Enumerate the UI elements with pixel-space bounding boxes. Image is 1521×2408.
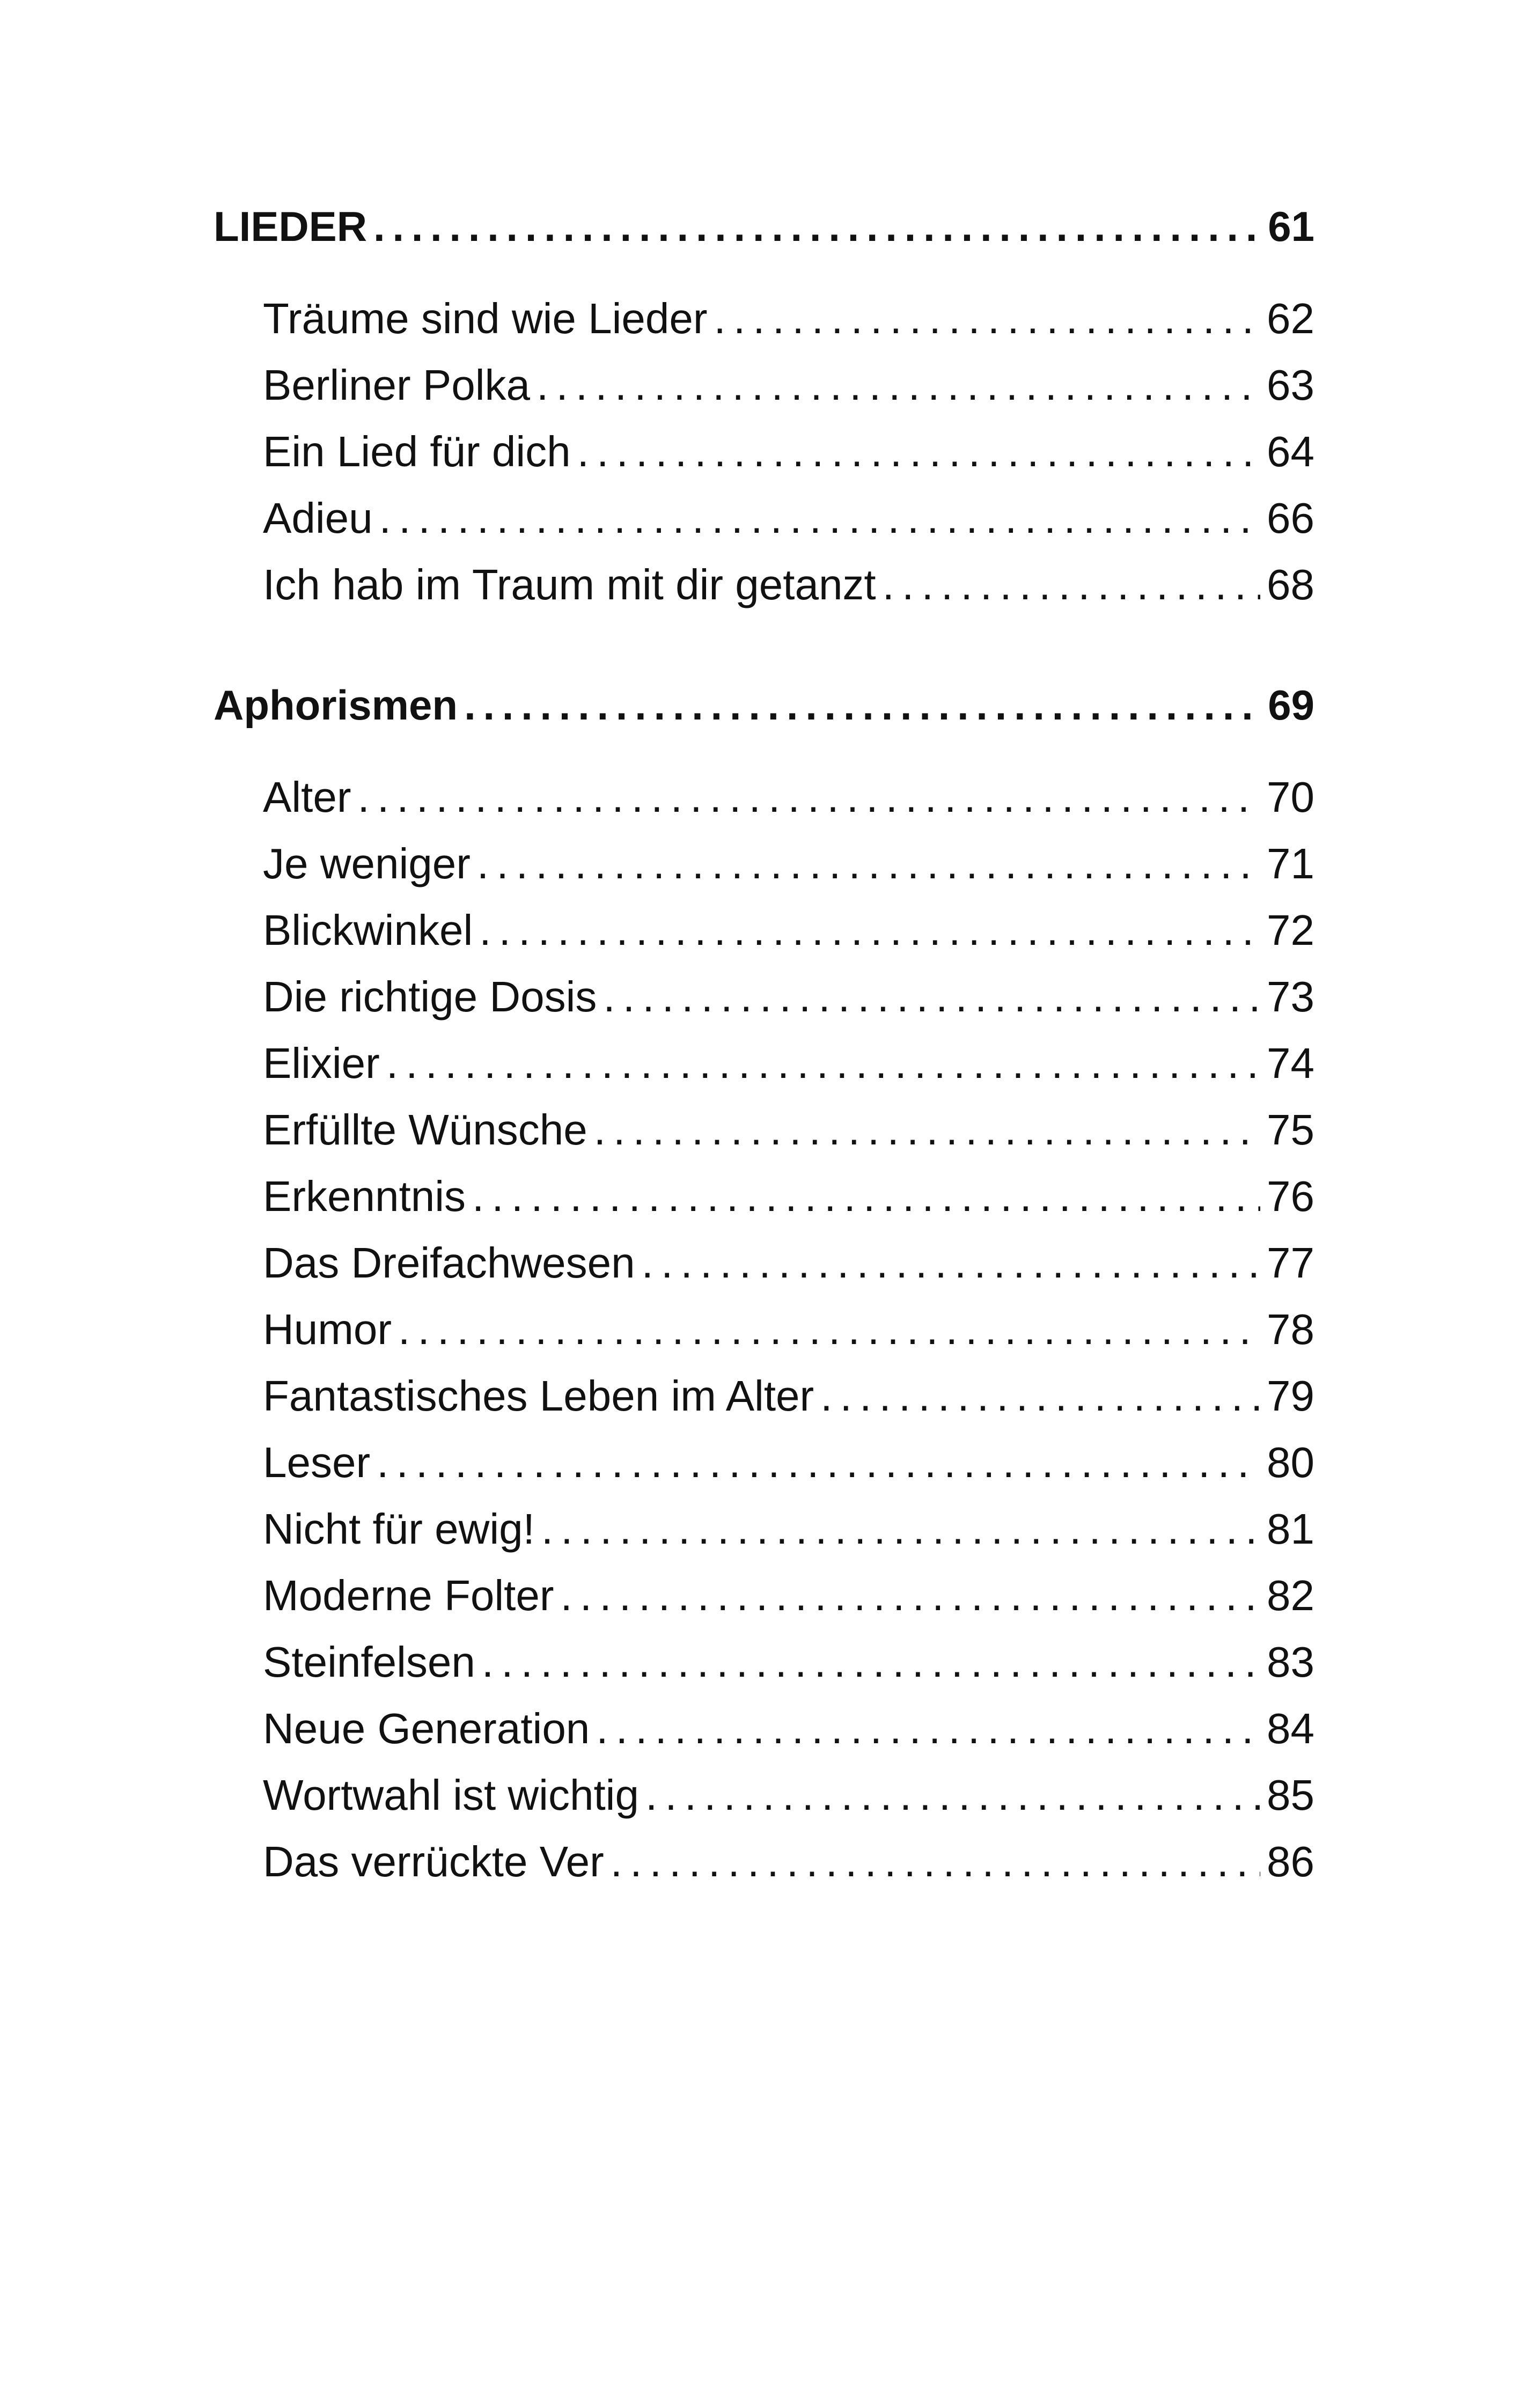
dot-leader: [379, 485, 1260, 552]
toc-entry[interactable]: [263, 419, 1314, 485]
entry-page-number: 75: [1267, 1106, 1314, 1154]
dot-leader: [883, 552, 1260, 618]
dot-leader: [603, 964, 1260, 1030]
toc-section-heading[interactable]: [214, 193, 1314, 260]
dot-leader: [377, 1429, 1260, 1496]
entry-title: Neue Generation: [263, 1705, 590, 1752]
dot-leader: [577, 419, 1260, 485]
entry-page-number: 86: [1267, 1838, 1314, 1885]
dot-leader: [537, 352, 1260, 419]
entry-title: Träume sind wie Lieder: [263, 295, 708, 342]
entry-title: Je weniger: [263, 840, 471, 887]
entry-title: Moderne Folter: [263, 1572, 554, 1619]
dot-leader: [642, 1230, 1260, 1296]
toc-entry[interactable]: [263, 1429, 1314, 1496]
toc-entry[interactable]: [263, 1829, 1314, 1895]
dot-leader: [358, 764, 1261, 831]
dot-leader: [373, 193, 1261, 260]
entry-page-number: 84: [1267, 1705, 1314, 1752]
entry-title: Erkenntnis: [263, 1172, 466, 1220]
dot-leader: [479, 897, 1260, 964]
dot-leader: [477, 831, 1260, 897]
entry-title: Erfüllte Wünsche: [263, 1106, 587, 1154]
entry-title: Das Dreifachwesen: [263, 1239, 635, 1287]
entry-title: Das verrückte Ver: [263, 1838, 604, 1885]
section-spacer: [214, 738, 1314, 764]
toc-entry[interactable]: [263, 964, 1314, 1030]
dot-leader: [472, 1163, 1260, 1230]
entry-page-number: 68: [1267, 561, 1314, 608]
dot-leader: [541, 1496, 1260, 1562]
entry-page-number: 78: [1267, 1305, 1314, 1353]
entry-title: Fantastisches Leben im Alter: [263, 1372, 814, 1420]
entry-title: Blickwinkel: [263, 906, 473, 954]
entry-page-number: 70: [1267, 773, 1314, 821]
entry-title: Elixier: [263, 1039, 380, 1087]
dot-leader: [464, 672, 1261, 738]
entry-title: Adieu: [263, 494, 373, 542]
toc-entry[interactable]: [263, 485, 1314, 552]
entry-page-number: 77: [1267, 1239, 1314, 1287]
entry-page-number: 79: [1267, 1372, 1314, 1420]
entry-page-number: 64: [1267, 428, 1314, 475]
toc-entry[interactable]: [263, 1562, 1314, 1629]
entry-page-number: 72: [1267, 906, 1314, 954]
toc-entry[interactable]: [263, 764, 1314, 831]
entry-page-number: 85: [1267, 1771, 1314, 1819]
dot-leader: [596, 1695, 1260, 1762]
toc-entry[interactable]: [263, 1097, 1314, 1163]
toc-entry[interactable]: [263, 1762, 1314, 1829]
toc-entry[interactable]: [263, 1163, 1314, 1230]
dot-leader: [611, 1829, 1260, 1895]
toc-entry[interactable]: [263, 1030, 1314, 1097]
toc-entry[interactable]: [263, 1363, 1314, 1429]
dot-leader: [645, 1762, 1260, 1829]
entry-title: Wortwahl ist wichtig: [263, 1771, 639, 1819]
dot-leader: [482, 1629, 1260, 1695]
section-title: Aphorismen: [214, 681, 458, 729]
toc-entry[interactable]: [263, 1296, 1314, 1363]
entry-page-number: 83: [1267, 1638, 1314, 1686]
entry-title: Nicht für ewig!: [263, 1505, 535, 1553]
entry-page-number: 76: [1267, 1172, 1314, 1220]
dot-leader: [386, 1030, 1260, 1097]
entry-title: Leser: [263, 1438, 371, 1486]
toc-entry[interactable]: [263, 897, 1314, 964]
toc-entry[interactable]: [263, 1629, 1314, 1695]
entry-title: Alter: [263, 773, 351, 821]
entry-title: Ein Lied für dich: [263, 428, 571, 475]
dot-leader: [594, 1097, 1260, 1163]
section-page-number: 61: [1268, 203, 1314, 250]
entry-page-number: 81: [1267, 1505, 1314, 1553]
toc-entry[interactable]: [263, 285, 1314, 352]
entry-page-number: 74: [1267, 1039, 1314, 1087]
dot-leader: [714, 285, 1261, 352]
entry-title: Die richtige Dosis: [263, 973, 597, 1021]
section-title: LIEDER: [214, 203, 368, 250]
entry-page-number: 62: [1267, 295, 1314, 342]
section-page-number: 69: [1268, 681, 1314, 729]
toc-entry[interactable]: [263, 352, 1314, 419]
toc-entry[interactable]: [263, 831, 1314, 897]
dot-leader: [398, 1296, 1260, 1363]
entry-title: Berliner Polka: [263, 361, 531, 409]
dot-leader: [820, 1363, 1260, 1429]
table-of-contents: [214, 193, 1314, 1895]
toc-section-heading[interactable]: [214, 672, 1314, 738]
dot-leader: [560, 1562, 1260, 1629]
entry-page-number: 73: [1267, 973, 1314, 1021]
entry-page-number: 71: [1267, 840, 1314, 887]
entry-page-number: 66: [1267, 494, 1314, 542]
toc-entry[interactable]: [263, 1230, 1314, 1296]
entry-page-number: 82: [1267, 1572, 1314, 1619]
section-spacer: [214, 618, 1314, 672]
section-spacer: [214, 260, 1314, 285]
toc-entry[interactable]: [263, 1695, 1314, 1762]
entry-page-number: 80: [1267, 1438, 1314, 1486]
entry-title: Humor: [263, 1305, 392, 1353]
entry-page-number: 63: [1267, 361, 1314, 409]
toc-entry[interactable]: [263, 552, 1314, 618]
entry-title: Steinfelsen: [263, 1638, 475, 1686]
toc-entry[interactable]: [263, 1496, 1314, 1562]
entry-title: Ich hab im Traum mit dir getanzt: [263, 561, 876, 608]
